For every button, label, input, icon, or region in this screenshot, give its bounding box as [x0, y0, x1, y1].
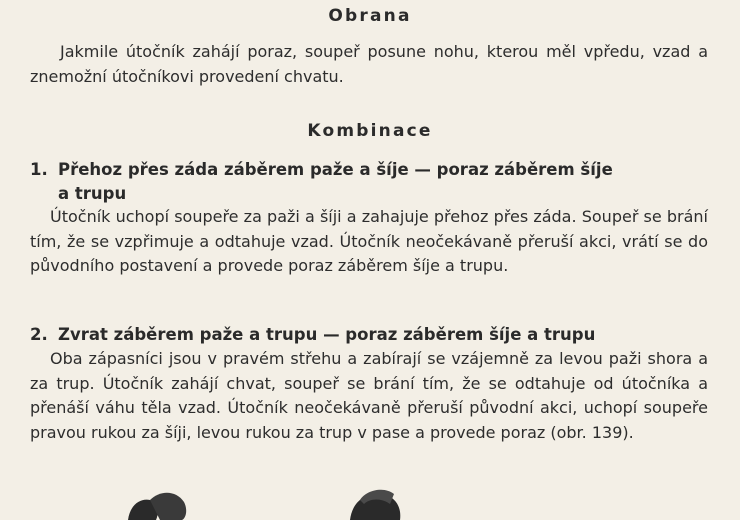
- subsection-title-2-line1: Zvrat záběrem paže a trupu — poraz záběrem šíje a trupu: [58, 325, 596, 344]
- subsection-title-1-line1: Přehoz přes záda záběrem paže a šíje — poraz záběrem šíje: [58, 160, 613, 179]
- subsection-title-2: [30, 323, 710, 347]
- subsection-title-1: [30, 158, 710, 206]
- paragraph-obrana: Jakmile útočník zahájí poraz, soupeř posune nohu, kterou měl vpředu, vzad a znemožní útočníkovi provedení chvatu.: [30, 42, 708, 86]
- subsection-title-1-line2: a trupu: [58, 184, 127, 203]
- subsection-number-1: 1.: [30, 160, 48, 179]
- section-heading-kombinace: Kombinace: [307, 121, 433, 141]
- subsection-number-2: 2.: [30, 325, 48, 344]
- paragraph-subsection-1: Útočník uchopí soupeře za paži a šíji a zahajuje přehoz přes záda. Soupeř se brání tím, že se vzpřimuje a odtahuje vzad. Útočník neočekávaně přeruší akci, vrátí se do původního postavení a provede poraz záběrem šíje a trupu.: [30, 207, 708, 275]
- section-heading-obrana: Obrana: [328, 6, 412, 26]
- wrestler-illustration: [0, 460, 740, 520]
- paragraph-subsection-2: Oba zápasníci jsou v pravém střehu a zabírají se vzájemně za levou paži shora a za trup. Útočník zahájí chvat, soupeř se brání tím, že se odtahuje od útočníka a přenáší váhu těla vzad. Útočník neočekávaně přeruší původní akci, uchopí soupeře pravou rukou za šíji, levou rukou za trup v pase a provede poraz (obr. 139).: [30, 349, 708, 442]
